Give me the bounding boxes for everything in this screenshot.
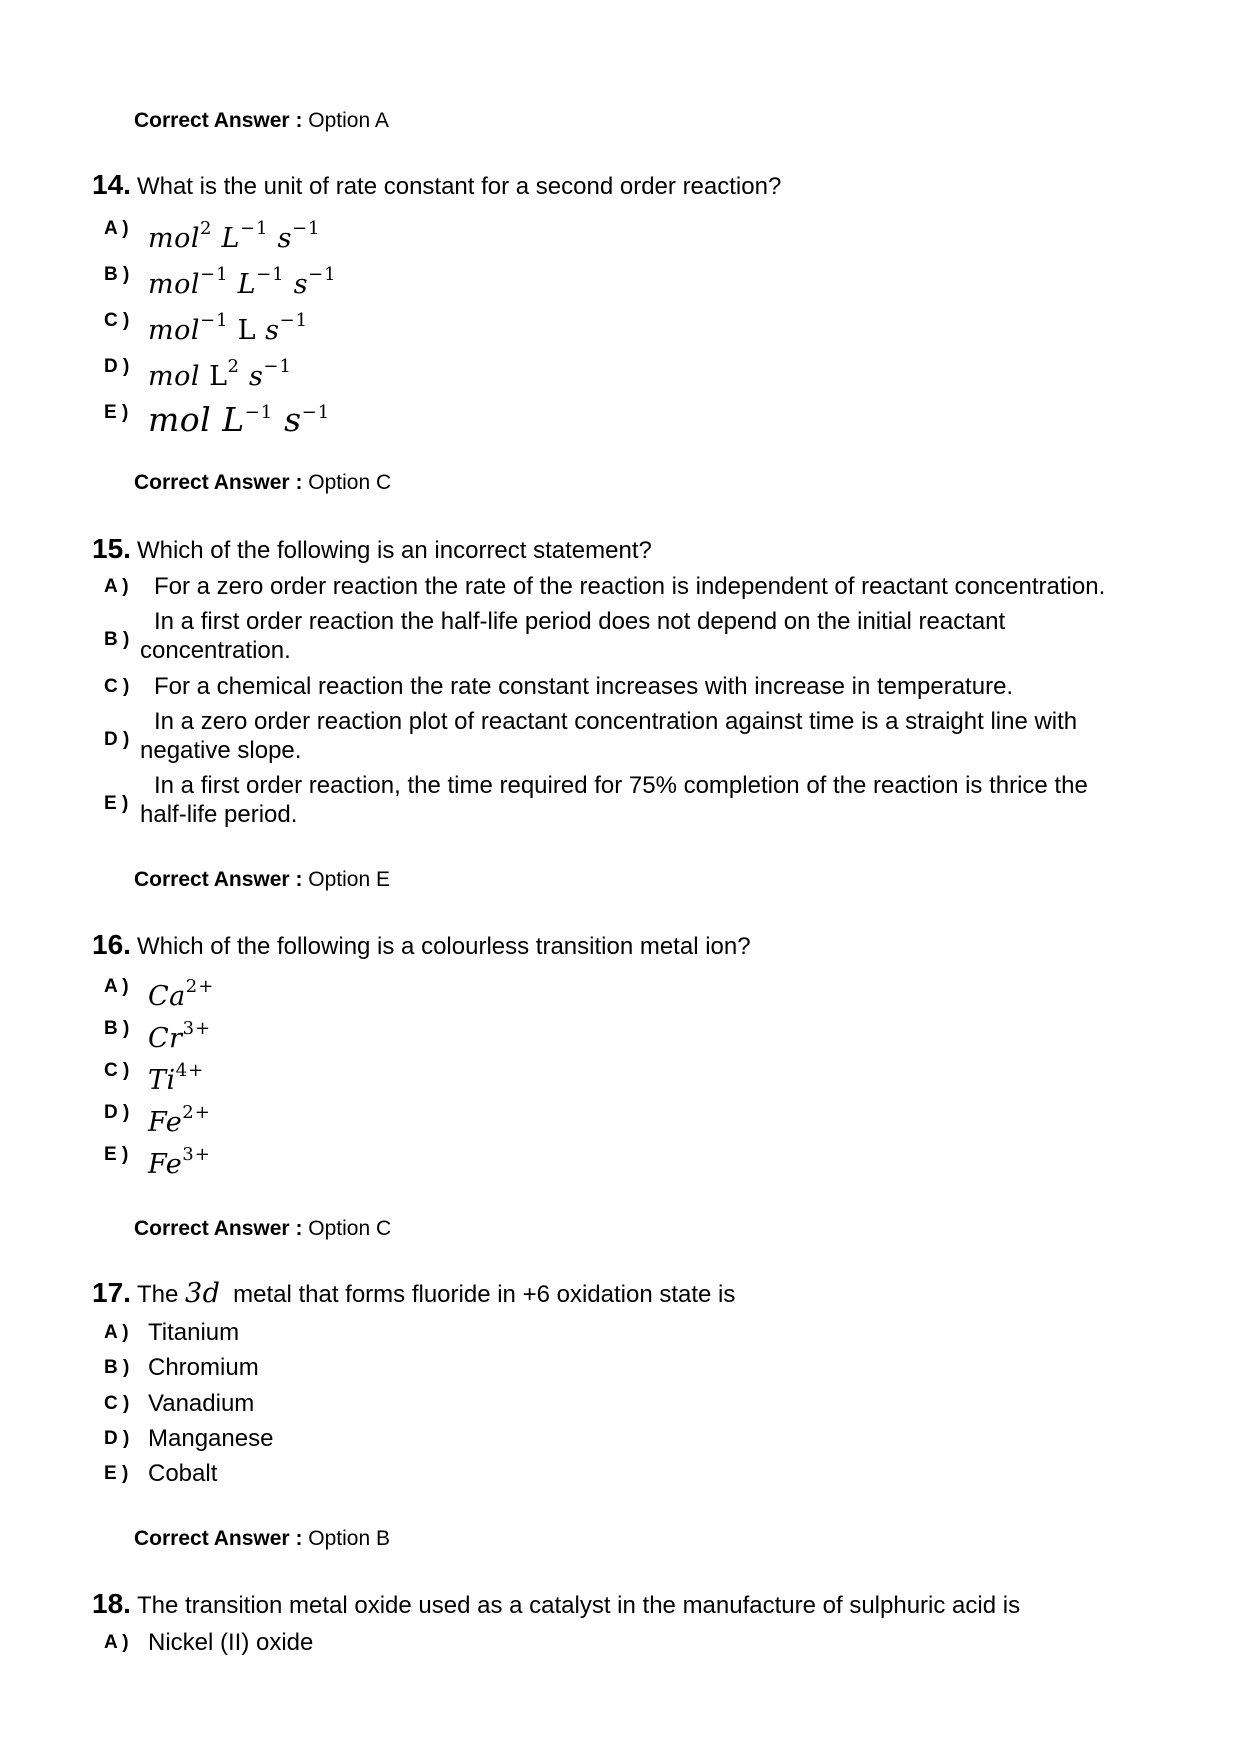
question-text: Which of the following is a colourless transition metal ion?: [136, 933, 751, 960]
question-text-after: metal that forms fluoride in +6 oxidation state is: [233, 1281, 736, 1308]
correct-answer-q14: [134, 470, 391, 496]
math-superscript: 2: [200, 218, 213, 239]
option-text: In a zero order reaction plot of reactant concentration against time is a straight line with negative slope.: [140, 708, 1078, 764]
math-superscript: 4+: [175, 1060, 205, 1081]
q16-option-b: [104, 1014, 211, 1055]
option-letter: B ): [104, 1018, 130, 1039]
option-letter: E ): [104, 1144, 129, 1165]
option-letter: B ): [104, 264, 130, 285]
q14-option-e: [104, 398, 330, 439]
option-letter: A ): [104, 218, 129, 239]
option-letter: D ): [104, 1102, 130, 1123]
math-symbol: L: [211, 400, 245, 439]
math-superscript: 3+: [182, 1018, 212, 1039]
math-superscript: −1: [279, 310, 309, 331]
correct-answer-label: Correct Answer :: [134, 1217, 303, 1240]
correct-answer-value: Option A: [308, 109, 389, 132]
correct-answer-label: Correct Answer :: [134, 109, 303, 132]
q16-option-c: [104, 1056, 204, 1097]
option-letter: A ): [104, 1322, 129, 1343]
correct-answer-value: Option C: [308, 1217, 392, 1240]
option-expression: [148, 352, 292, 392]
option-letter: A ): [104, 576, 129, 597]
question-text: The transition metal oxide used as a catalyst in the manufacture of sulphuric acid is: [136, 1592, 1021, 1619]
correct-answer-q17: [134, 1526, 390, 1552]
option-text: In a first order reaction, the time required for 75% completion of the reaction is thrice the half-life period.: [140, 772, 1088, 828]
option-letter: C ): [104, 310, 130, 331]
option-letter: E ): [104, 402, 129, 423]
math-symbol: s: [239, 361, 264, 392]
option-text: In a first order reaction the half-life period does not depend on the initial reactant concentration.: [140, 608, 1006, 664]
option-expression: [148, 1056, 204, 1096]
math-symbol: mol: [148, 315, 200, 346]
option-expression: [148, 1098, 211, 1138]
math-superscript: 2+: [185, 976, 215, 997]
q18-option-a: [104, 1628, 313, 1658]
q16-option-e: [104, 1140, 211, 1181]
q15-option-e: [104, 771, 1154, 830]
option-text: Vanadium: [148, 1390, 255, 1417]
option-letter: A ): [104, 1632, 129, 1653]
math-symbol: L: [228, 269, 257, 300]
math-superscript: −1: [239, 218, 269, 239]
q14-option-b: [104, 260, 337, 301]
q16-option-d: [104, 1098, 211, 1139]
math-symbol: Ti: [148, 1065, 176, 1096]
question-text: What is the unit of rate constant for a second order reaction?: [136, 173, 782, 200]
option-text: Titanium: [148, 1319, 240, 1346]
math-superscript: −1: [308, 264, 337, 285]
option-expression: [148, 972, 214, 1012]
math-symbol: Cr: [148, 1023, 183, 1054]
q17-option-d: [104, 1424, 273, 1454]
math-superscript: −1: [263, 356, 292, 377]
question-17: [92, 1278, 735, 1310]
option-letter: B ): [104, 629, 130, 650]
math-superscript: 3+: [182, 1144, 211, 1165]
math-superscript: −1: [256, 264, 285, 285]
option-letter: B ): [104, 1357, 130, 1378]
math-superscript: 2+: [182, 1102, 211, 1123]
math-superscript: −1: [301, 402, 331, 423]
option-text: Chromium: [148, 1354, 259, 1381]
math-symbol: s: [284, 269, 309, 300]
q14-option-c: [104, 306, 308, 347]
q16-option-a: [104, 972, 214, 1013]
option-text: For a chemical reaction the rate constant increases with increase in temperature.: [154, 673, 1014, 700]
correct-answer-q16: [134, 1216, 391, 1242]
option-expression: [148, 260, 337, 300]
math-superscript: −1: [291, 218, 321, 239]
option-expression: [148, 398, 331, 439]
math-symbol: Fe: [148, 1107, 183, 1138]
math-symbol: mol: [148, 400, 212, 439]
q15-option-c: [104, 672, 1013, 702]
correct-answer-value: Option E: [308, 868, 390, 891]
math-symbol: s: [268, 223, 292, 254]
option-letter: C ): [104, 676, 130, 697]
question-number: 14.: [92, 169, 131, 200]
math-symbol: mol: [148, 361, 200, 392]
q17-option-e: [104, 1459, 217, 1489]
correct-answer-label: Correct Answer :: [134, 868, 303, 891]
math-symbol: s: [273, 400, 302, 439]
q15-option-a: [104, 572, 1105, 602]
option-text: Cobalt: [148, 1460, 218, 1487]
q15-option-d: [104, 707, 1154, 766]
option-letter: D ): [104, 356, 130, 377]
option-text: For a zero order reaction the rate of the reaction is independent of reactant concentration.: [154, 573, 1106, 600]
question-18: [92, 1589, 1020, 1621]
math-upright-symbol: L: [200, 361, 228, 392]
option-letter: C ): [104, 1060, 130, 1081]
option-letter: A ): [104, 976, 129, 997]
q17-option-b: [104, 1353, 259, 1383]
option-expression: [148, 1014, 211, 1054]
q14-option-d: [104, 352, 292, 393]
option-letter: E ): [104, 793, 129, 814]
option-expression: [148, 1140, 211, 1180]
option-letter: D ): [104, 729, 130, 750]
question-number: 17.: [92, 1277, 131, 1308]
math-superscript: −1: [244, 402, 274, 423]
q17-option-c: [104, 1389, 254, 1419]
math-symbol: Ca: [148, 981, 186, 1012]
math-symbol: L: [212, 223, 240, 254]
correct-answer-label: Correct Answer :: [134, 1527, 303, 1550]
math-superscript: 2: [227, 356, 240, 377]
question-number: 16.: [92, 929, 131, 960]
option-letter: D ): [104, 1428, 130, 1449]
math-superscript: −1: [200, 310, 229, 331]
question-15: [92, 534, 652, 566]
question-text: Which of the following is an incorrect statement?: [136, 537, 652, 564]
option-text: Nickel (II) oxide: [148, 1629, 314, 1656]
math-symbol: s: [256, 315, 280, 346]
q15-option-b: [104, 607, 1154, 666]
correct-answer-value: Option B: [308, 1527, 390, 1550]
correct-answer-label: Correct Answer :: [134, 471, 303, 494]
q17-option-a: [104, 1318, 239, 1348]
correct-answer-value: Option C: [308, 471, 392, 494]
correct-answer-q15: [134, 867, 390, 893]
math-superscript: −1: [200, 264, 229, 285]
question-math: 3d: [184, 1278, 221, 1309]
question-14: [92, 170, 781, 202]
option-expression: [148, 214, 321, 254]
math-symbol: mol: [148, 269, 200, 300]
question-number: 18.: [92, 1588, 131, 1619]
option-text: Manganese: [148, 1425, 274, 1452]
q14-option-a: [104, 214, 321, 255]
question-number: 15.: [92, 533, 131, 564]
question-16: [92, 930, 751, 962]
correct-answer-q13: [134, 108, 389, 134]
math-symbol: mol: [148, 223, 200, 254]
question-text-before: The: [136, 1281, 179, 1308]
math-upright-symbol: L: [228, 315, 257, 346]
option-expression: [148, 306, 308, 346]
option-letter: E ): [104, 1463, 129, 1484]
math-symbol: Fe: [148, 1149, 183, 1180]
option-letter: C ): [104, 1393, 130, 1414]
